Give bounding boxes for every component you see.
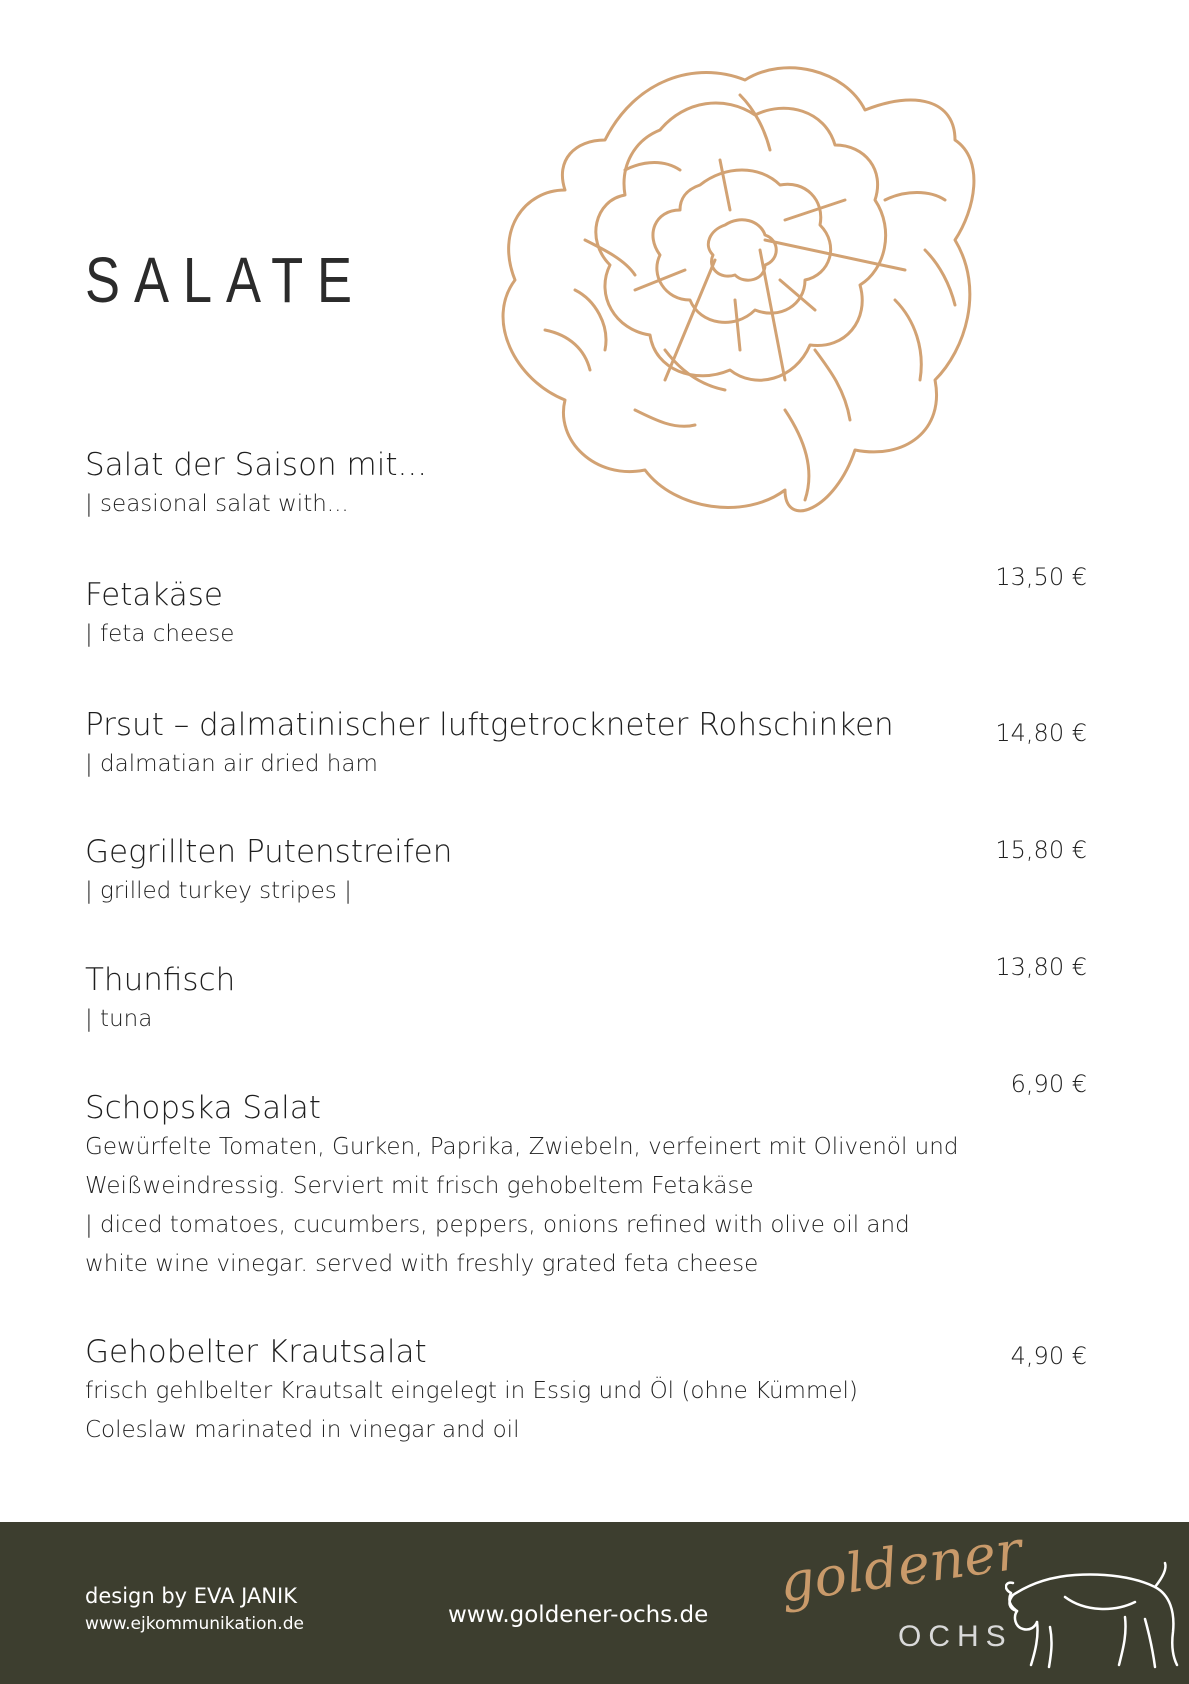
- menu-item: [85, 832, 1005, 911]
- menu-item: [85, 445, 1005, 524]
- item-description: Coleslaw marinated in vinegar and oil: [85, 1417, 520, 1443]
- menu-item: [85, 705, 1005, 784]
- menu-item: [85, 575, 1005, 654]
- item-price: 15,80 €: [995, 836, 1087, 864]
- item-name: Fetakäse: [85, 577, 223, 613]
- item-name: Thunfisch: [85, 962, 236, 998]
- menu-item: [85, 960, 1005, 1039]
- ox-logo-icon: [1005, 1557, 1180, 1672]
- item-price: 13,80 €: [995, 953, 1087, 981]
- menu-item: [85, 1088, 1005, 1284]
- design-credit: design by EVA JANIK: [85, 1584, 297, 1608]
- brand-logo-script: goldener: [775, 1518, 1026, 1615]
- item-name: Gegrillten Putenstreifen: [85, 834, 453, 870]
- item-price: 4,90 €: [1010, 1342, 1087, 1370]
- item-description: | grilled turkey stripes |: [85, 878, 352, 904]
- item-name: Salat der Saison mit...: [85, 447, 428, 483]
- item-price: 6,90 €: [1010, 1070, 1087, 1098]
- item-name: Schopska Salat: [85, 1090, 321, 1126]
- restaurant-website-link[interactable]: www.goldener-ochs.de: [448, 1602, 709, 1628]
- designer-website-link[interactable]: www.ejkommunikation.de: [85, 1614, 304, 1634]
- item-description: white wine vinegar. served with freshly grated feta cheese: [85, 1251, 759, 1277]
- menu-item: [85, 1332, 1005, 1450]
- footer: [0, 1518, 1189, 1684]
- item-description: frisch gehlbelter Krautsalt eingelegt in Essig und Öl (ohne Kümmel): [85, 1378, 858, 1404]
- page-title: SALATE: [85, 244, 367, 316]
- item-price: 14,80 €: [995, 719, 1087, 747]
- item-name: Prsut – dalmatinischer luftgetrockneter Rohschinken: [85, 707, 894, 743]
- item-description: Gewürfelte Tomaten, Gurken, Paprika, Zwiebeln, verfeinert mit Olivenöl und: [85, 1134, 959, 1160]
- item-name: Gehobelter Krautsalat: [85, 1334, 427, 1370]
- item-description: | feta cheese: [85, 621, 235, 647]
- brand-logo-caps: OCHS: [898, 1620, 1013, 1653]
- item-description: | dalmatian air dried ham: [85, 751, 378, 777]
- item-description: | seasional salat with...: [85, 491, 349, 517]
- item-description: | tuna: [85, 1006, 153, 1032]
- item-price: 13,50 €: [995, 563, 1087, 591]
- item-description: Weißweindressig. Serviert mit frisch gehobeltem Fetakäse: [85, 1173, 754, 1199]
- item-description: | diced tomatoes, cucumbers, peppers, onions refined with olive oil and: [85, 1212, 910, 1238]
